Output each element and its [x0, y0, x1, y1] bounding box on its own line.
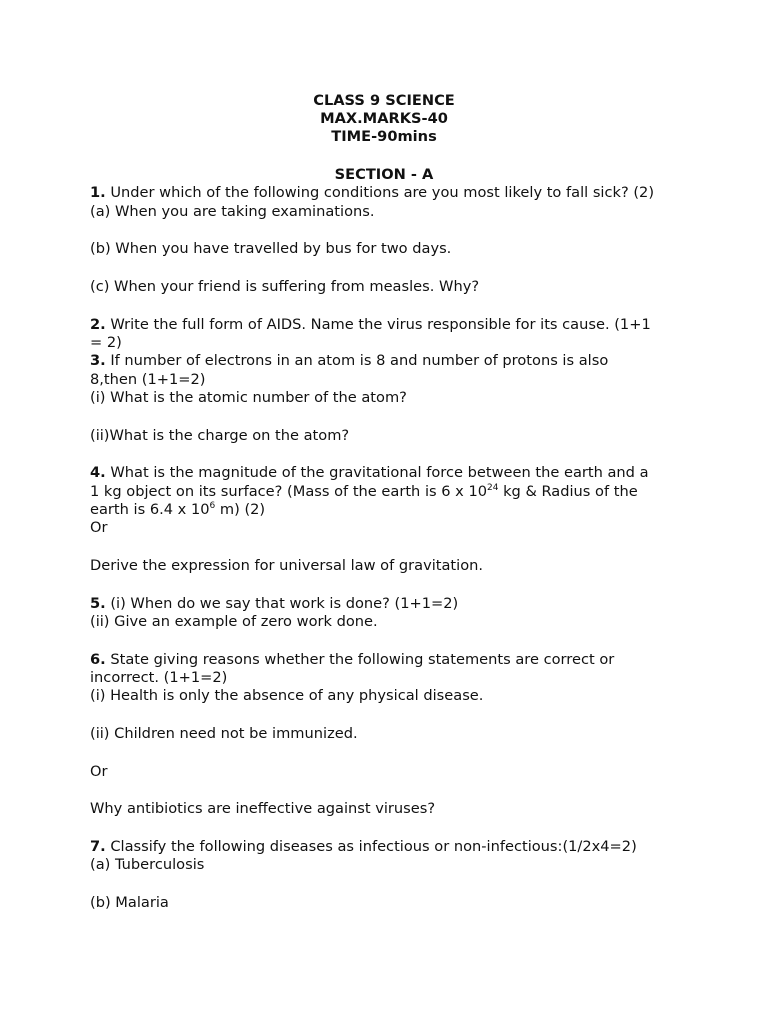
text-part: earth is 6.4 x 10 [90, 500, 210, 518]
question-3 [90, 352, 690, 370]
sub-question-ii: (ii)What is the charge on the atom? [90, 426, 350, 444]
or-label: Or [90, 762, 108, 780]
question-7 [90, 838, 690, 856]
exponent: 6 [209, 500, 216, 511]
question-paper [90, 92, 690, 912]
question-text: Classify the following diseases as infectious or non-infectious:(1/2x4=2) [105, 838, 637, 856]
spacer [90, 147, 690, 167]
time-allowed: TIME-90mins [331, 128, 437, 146]
question-text-continued: incorrect. (1+1=2) [90, 668, 228, 686]
question-number: 1. [90, 184, 106, 202]
question-text: What is the magnitude of the gravitational force between the earth and a [105, 464, 649, 482]
option-a: (a) Tuberculosis [90, 856, 205, 874]
question-number: 2. [90, 316, 106, 333]
exponent: 24 [487, 482, 499, 493]
question-text-continued [90, 483, 690, 501]
question-text: Under which of the following conditions are you most likely to fall sick? (2) [105, 184, 655, 202]
option-b: (b) When you have travelled by bus for two days. [90, 240, 452, 258]
question-number: 4. [90, 464, 106, 482]
or-label: Or [90, 519, 108, 537]
header [90, 92, 678, 147]
question-5 [90, 595, 690, 613]
sub-question-i: (i) What is the atomic number of the atom? [90, 388, 407, 406]
question-text: (i) When do we say that work is done? (1+1=2) [105, 594, 459, 612]
max-marks: MAX.MARKS-40 [320, 110, 448, 128]
question-text: State giving reasons whether the following statements are correct or [105, 650, 615, 668]
question-4 [90, 464, 690, 482]
question-number: 6. [90, 650, 106, 668]
question-text-continued: = 2) [90, 334, 122, 352]
class-title: CLASS 9 SCIENCE [313, 92, 455, 109]
option-a: (a) When you are taking examinations. [90, 202, 375, 220]
alternative-question: Derive the expression for universal law of gravitation. [90, 556, 484, 574]
question-number: 5. [90, 594, 106, 612]
sub-question-ii: (ii) Children need not be immunized. [90, 724, 358, 742]
question-text: If number of electrons in an atom is 8 and number of protons is also [105, 352, 609, 370]
text-part: 1 kg object on its surface? (Mass of the earth is 6 x 10 [90, 482, 488, 500]
text-part: m) (2) [215, 500, 266, 518]
sub-question-i: (i) Health is only the absence of any physical disease. [90, 687, 484, 705]
question-text: Write the full form of AIDS. Name the virus responsible for its cause. (1+1 [105, 316, 651, 333]
option-b: (b) Malaria [90, 894, 169, 912]
option-c: (c) When your friend is suffering from measles. Why? [90, 278, 480, 296]
sub-question-ii: (ii) Give an example of zero work done. [90, 612, 378, 630]
question-2 [90, 316, 690, 334]
question-number: 3. [90, 352, 106, 370]
question-text-continued [90, 501, 690, 519]
question-6 [90, 651, 690, 669]
alternative-question: Why antibiotics are ineffective against viruses? [90, 800, 436, 818]
question-number: 7. [90, 838, 106, 856]
question-text-continued: 8,then (1+1=2) [90, 370, 206, 388]
section-heading: SECTION - A [334, 166, 434, 184]
text-part: kg & Radius of the [498, 482, 638, 500]
question-1 [90, 184, 690, 202]
